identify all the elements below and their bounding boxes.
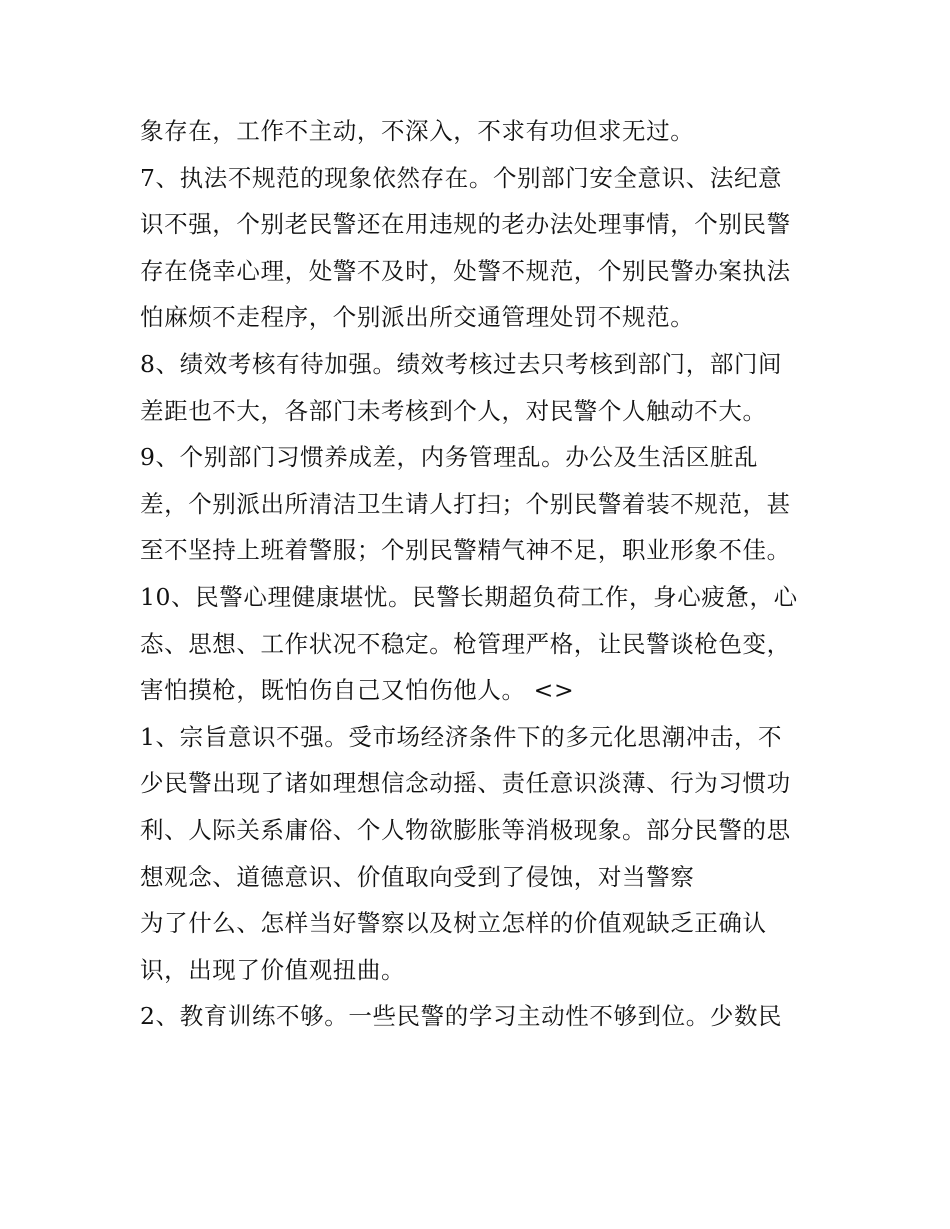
text-line: 怕麻烦不走程序，个别派出所交通管理处罚不规范。 [140, 303, 695, 332]
text-line: 害怕摸枪，既怕伤自己又怕伤他人。 <> [140, 676, 575, 705]
text-line: 象存在，工作不主动，不深入，不求有功但求无过。 [140, 117, 695, 145]
text-line: 10、民警心理健康堪忧。民警长期超负荷工作，身心疲惫，心 [140, 582, 798, 611]
text-line: 1、宗旨意识不强。受市场经济条件下的多元化思潮冲击，不 [140, 722, 783, 751]
text-line: 7、执法不规范的现象依然存在。个别部门安全意识、法纪意 [140, 163, 783, 192]
text-line: 至不坚持上班着警服；个别民警精气神不足，职业形象不佳。 [140, 536, 791, 565]
text-line: 态、思想、工作状况不稳定。枪管理严格，让民警谈枪色变， [140, 629, 791, 658]
text-line: 9、个别部门习惯养成差，内务管理乱。办公及生活区脏乱 [140, 443, 759, 472]
text-line: 想观念、道德意识、价值取向受到了侵蚀，对当警察 [140, 862, 695, 891]
text-line: 8、绩效考核有待加强。绩效考核过去只考核到部门，部门间 [140, 349, 783, 378]
text-line: 2、教育训练不够。一些民警的学习主动性不够到位。少数民 [140, 1002, 783, 1031]
text-line: 存在侥幸心理，处警不及时，处警不规范，个别民警办案执法 [140, 256, 791, 285]
text-line: 识不强，个别老民警还在用违规的老办法处理事情，个别民警 [140, 210, 791, 239]
body-text [140, 108, 830, 1040]
text-line: 差，个别派出所清洁卫生请人打扫；个别民警着装不规范，甚 [140, 489, 791, 518]
text-line: 差距也不大，各部门未考核到个人，对民警个人触动不大。 [140, 396, 767, 425]
text-line: 为了什么、怎样当好警察以及树立怎样的价值观缺乏正确认 [140, 909, 767, 938]
text-line: 识，出现了价值观扭曲。 [140, 955, 406, 984]
text-line: 少民警出现了诸如理想信念动摇、责任意识淡薄、行为习惯功 [140, 769, 791, 798]
text-line: 利、人际关系庸俗、个人物欲膨胀等消极现象。部分民警的思 [140, 815, 791, 844]
